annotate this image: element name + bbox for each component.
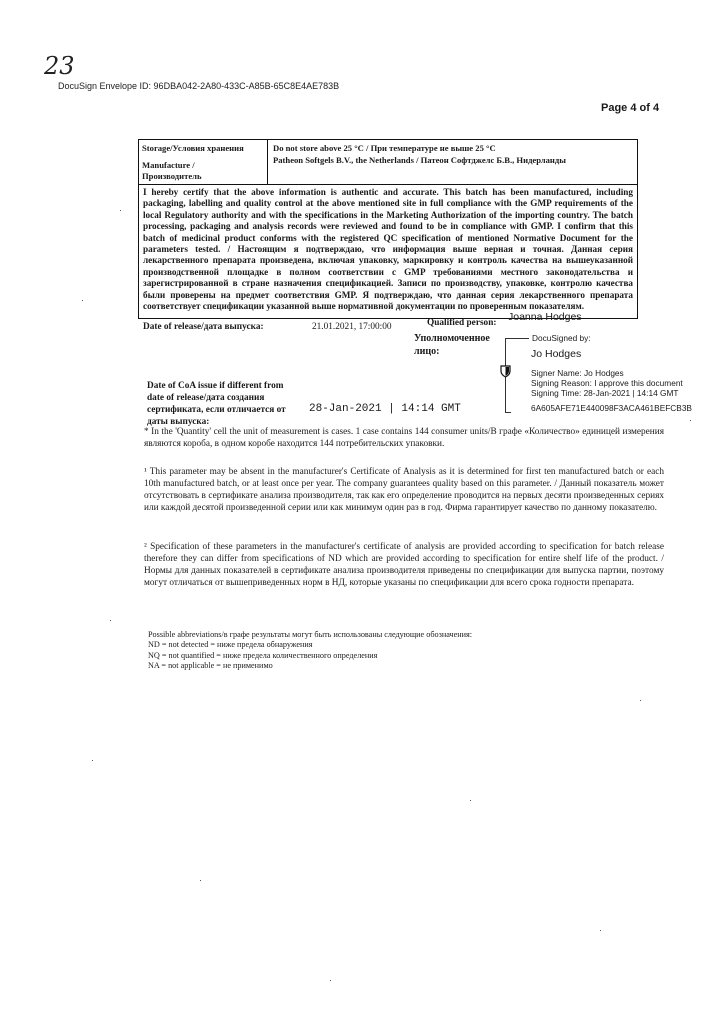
footnote-1: ¹ This parameter may be absent in the manufacturer's Certificate of Analysis as it is determined for first ten manufactured batch or each 10th manufactured batch, or at least once per year. The company guarantees quality based on this parameter. / Данный показатель может отсутствовать в сертификате анализа производителя, так как его определение проводится на первых десяти произведенных сериях или каждой десятой произведенной серии или как минимум один раз в год. Фирма гарантирует качество по данному показателю. (144, 467, 664, 513)
coa-label (147, 380, 286, 428)
footnote-2: ² Specification of these parameters in the manufacturer's certificate of analysis are provided according to specification for batch release therefore they can differ from specifications of ND which are provided according to specification for entire shelf life of the product. / Нормы для данных показателей в сертификате анализа производителя приведены по спецификации для выпуска партии, поэтому могут отличаться от вышеприведенных норм в НД, которые указаны по спецификации для всего срока годности препарата. (144, 542, 664, 588)
scan-speck (640, 700, 641, 701)
docusign-signing-time: Signing Time: 28-Jan-2021 | 14:14 GMT (531, 388, 679, 398)
certification-russian: / Настоящим я подтверждаю, что информация выше верная и точная. Данная серия лекарственного препарата произведена, включая упаковку, маркировку и контроль качества на вышеуказанной производственной площадке в полном соответствии с GMP требованиями местного законодательства и зарегистрированной в стране назначения спецификацией. Записи по производству, упаковке, контролю качества были проверены на предмет соответствия GMP. Я подтверждаю, что данная серия лекарственного препарата соответствует спецификации указанной выше нормативной документации по проверенным показателям. (143, 244, 633, 312)
scan-speck (110, 620, 111, 621)
release-label: Date of release/дата выпуска: (143, 322, 264, 332)
docusign-bracket-bottom (505, 412, 511, 413)
docusign-bracket-top (505, 338, 529, 339)
scan-speck (92, 760, 93, 761)
handwritten-page-number: 23 (44, 52, 75, 80)
quantity-note: * In the 'Quantity' cell the unit of measurement is cases. 1 case contains 144 consumer units/В графе «Количество» единицей измерения являются короба, в одном коробе находится 144 потребительских упаковки. (144, 427, 664, 449)
scan-speck (200, 880, 201, 881)
certification-statement (143, 187, 633, 316)
certification-english: I hereby certify that the above information is authentic and accurate. This batch has been manufactured, including packaging, labelling and quality control at the above mentioned site in full compliance with the GMP requirements of the local Regulatory authority and with the specifications in the Marketing Authorization of the importing country. The batch processing, packaging and analysis records were reviewed and found to be in compliance with GMP. I confirm that this batch of medicinal product conforms with the registered QC specification of mentioned Normative Document for the parameters tested. (143, 187, 633, 255)
docusign-hash: 6A605AFE71E440098F3ACA461BEFCB3B (531, 403, 692, 413)
coa-label-line-4: даты выпуска: (147, 417, 210, 427)
certification-table (138, 139, 638, 319)
docusign-signing-reason: Signing Reason: I approve this document (531, 378, 683, 388)
page-number: Page 4 of 4 (601, 102, 660, 114)
scan-speck (120, 210, 121, 211)
authorized-person-label-2: лицо: (414, 346, 440, 357)
coa-label-line-3: сертификата, если отличается от (147, 405, 286, 415)
qualified-person-label: Qualified person: (427, 318, 497, 328)
coa-date-value: 28-Jan-2021 | 14:14 GMT (309, 403, 461, 415)
manufacturer-label: Manufacture / (142, 160, 195, 170)
scan-speck (690, 420, 691, 421)
abbreviations-title: Possible abbreviations/в графе результаты могут быть использованы следующие обозначения: (148, 630, 473, 639)
docusign-stamp (505, 332, 715, 414)
coa-label-line-2: date of release/дата создания (147, 393, 265, 403)
manufacturer-label-ru: Производитель (142, 171, 202, 181)
storage-label: Storage/Условия хранения (142, 143, 244, 153)
release-value: 21.01.2021, 17:00:00 (312, 322, 392, 332)
abbreviation-na: NA = not applicable = не применимо (148, 661, 273, 671)
coa-label-line-1: Date of CoA issue if different from (147, 381, 284, 391)
scan-speck (330, 980, 331, 981)
storage-value: Do not store above 25 °C / При температуре не выше 25 °C (273, 143, 496, 153)
qualified-person-name: Joanna Hodges (508, 311, 582, 323)
abbreviation-nd: ND = not detected = ниже предела обнаружения (148, 640, 313, 650)
docusign-header: DocuSigned by: (532, 333, 591, 343)
abbreviation-nq: NQ = not quantified = ниже предела количественного определения (148, 650, 378, 660)
scan-speck (82, 300, 83, 301)
scan-speck (600, 930, 601, 931)
docusign-signer-name: Signer Name: Jo Hodges (531, 368, 624, 378)
envelope-id: DocuSign Envelope ID: 96DBA042-2A80-433C-A85B-65C8E4AE783B (58, 81, 340, 91)
authorized-person-label: Уполномоченное (414, 333, 490, 344)
docusign-signature: Jo Hodges (531, 348, 582, 360)
docusign-shield-icon (500, 365, 511, 378)
column-divider (267, 140, 268, 184)
scan-speck (470, 800, 471, 801)
abbreviations-block (148, 630, 472, 672)
manufacturer-value: Patheon Softgels B.V., the Netherlands / Патеон Софтджелс Б.В., Нидерланды (273, 155, 566, 165)
